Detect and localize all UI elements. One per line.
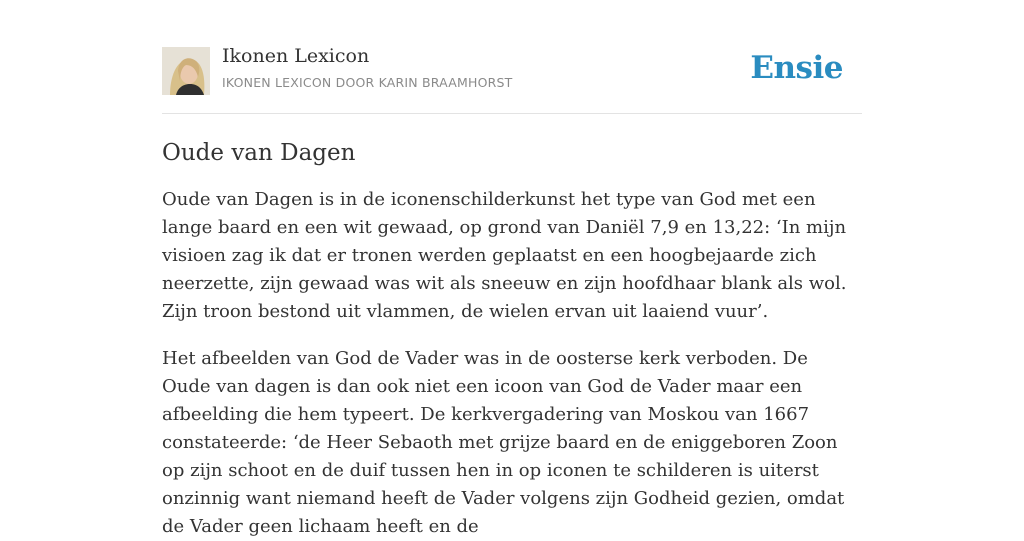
page-container — [162, 0, 862, 541]
article-paragraph: Het afbeelden van God de Vader was in de oosterse kerk verboden. De Oude van dagen is dan ook niet een icoon van God de Vader maar een afbeelding die hem typeert. De kerkvergadering van Moskou van 1667 constateerde: ‘de Heer Sebaoth met grijze baard en de eniggeboren Zoon op zijn schoot en de duif tussen hen in op iconen te schilderen is uiterst onzinnig want niemand heeft de Vader volgens zijn Godheid gezien, omdat de Vader geen lichaam heeft en de — [162, 348, 845, 537]
article-paragraph: Oude van Dagen is in de iconenschilderkunst het type van God met een lange baard en een wit gewaad, op grond van Daniël 7,9 en 13,22: ‘In mijn visioen zag ik dat er tronen werden geplaatst en een hoogbejaarde zich neerzette, zijn gewaad was wit als sneeuw en zijn hoofdhaar blank als wol. Zijn troon bestond uit vlammen, de wielen ervan uit laaiend vuur’. — [162, 189, 847, 322]
avatar-portrait-icon — [162, 47, 210, 95]
author-name[interactable]: Ikonen Lexicon — [222, 45, 370, 67]
author-subtitle: IKONEN LEXICON DOOR KARIN BRAAMHORST — [222, 75, 513, 90]
brand-logo[interactable]: Ensie — [750, 50, 843, 86]
author-header — [162, 0, 862, 114]
author-avatar[interactable] — [162, 47, 210, 95]
article-title: Oude van Dagen — [162, 140, 356, 166]
